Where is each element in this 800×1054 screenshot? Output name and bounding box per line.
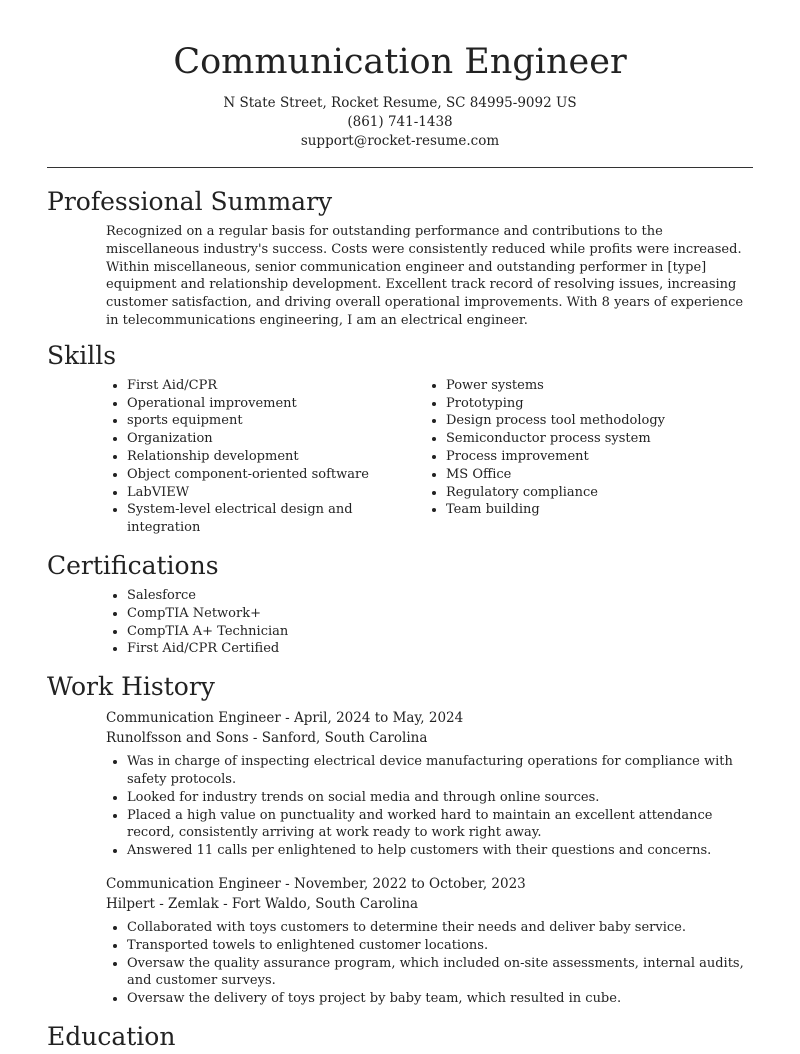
skill-item: • Object component-oriented software: [127, 466, 425, 484]
contact-email: support@rocket-resume.com: [300, 133, 500, 149]
certification-item: • CompTIA A+ Technician: [127, 623, 753, 641]
job-title-line: Communication Engineer - November, 2022 to October, 2023: [106, 875, 526, 892]
skill-item: • Design process tool methodology: [446, 412, 744, 430]
skills-heading: Skills: [47, 340, 117, 370]
job-bullet: • Oversaw the quality assurance program, which included on-site assessments, internal audits, and customer surveys.: [127, 955, 753, 991]
certifications-section: [47, 549, 753, 658]
skill-item: • Power systems: [446, 377, 744, 395]
certifications-block: [106, 587, 753, 658]
certification-item: • First Aid/CPR Certified: [127, 640, 753, 658]
job-entry: [106, 708, 753, 860]
skill-item: • Regulatory compliance: [446, 484, 744, 502]
contact-phone: (861) 741-1438: [347, 114, 453, 130]
job-company-line: Runolfsson and Sons - Sanford, South Carolina: [106, 730, 428, 747]
certification-item: • CompTIA Network+: [127, 605, 753, 623]
skills-column-right: [425, 377, 744, 537]
job-bullet-list: [106, 753, 753, 860]
certification-item: • Salesforce: [127, 587, 753, 605]
job-bullet: • Looked for industry trends on social media and through online sources.: [127, 789, 753, 807]
summary-section: [47, 185, 753, 330]
skill-item: • First Aid/CPR: [127, 377, 425, 395]
skill-item: • Process improvement: [446, 448, 744, 466]
skill-item: • System-level electrical design and integration: [127, 501, 425, 537]
job-bullet: • Oversaw the delivery of toys project by baby team, which resulted in cube.: [127, 990, 753, 1008]
skills-section: [47, 339, 753, 537]
work-history-section: [47, 670, 753, 1008]
skill-item: • Semiconductor process system: [446, 430, 744, 448]
header-divider: [47, 167, 753, 168]
job-bullet-list: [106, 919, 753, 1008]
skill-item: • sports equipment: [127, 412, 425, 430]
skills-grid: [106, 377, 753, 537]
job-company-line: Hilpert - Zemlak - Fort Waldo, South Carolina: [106, 895, 419, 912]
skill-item: • Operational improvement: [127, 395, 425, 413]
job-bullet: • Answered 11 calls per enlightened to help customers with their questions and concerns.: [127, 842, 753, 860]
resume-name: Communication Engineer: [173, 42, 627, 82]
contact-address: N State Street, Rocket Resume, SC 84995-9092 US: [223, 95, 577, 111]
skill-item: • MS Office: [446, 466, 744, 484]
work-history-heading: Work History: [47, 672, 215, 702]
education-heading: Education: [47, 1021, 176, 1051]
skill-item: • Prototyping: [446, 395, 744, 413]
job-bullet: • Was in charge of inspecting electrical device manufacturing operations for compliance with safety protocols.: [127, 753, 753, 789]
summary-heading: Professional Summary: [47, 187, 333, 216]
skills-list-left: [106, 377, 425, 537]
skill-item: • Team building: [446, 501, 744, 519]
job-bullet: • Transported towels to enlightened customer locations.: [127, 937, 753, 955]
contact-block: [47, 94, 753, 151]
summary-text: Recognized on a regular basis for outstanding performance and contributions to the miscellaneous industry's success. Costs were consistently reduced while profits were increased. Within miscellaneous, senior communication engineer and outstanding performer in [type] equipment and relationship development. Excellent track record of resolving issues, increasing customer satisfaction, and driving overall operational improvements. With 8 years of experience in telecommunications engineering, I am an electrical engineer.: [106, 224, 744, 328]
resume-header: [47, 0, 753, 151]
skill-item: • LabVIEW: [127, 484, 425, 502]
certifications-list: [106, 587, 753, 658]
skill-item: • Relationship development: [127, 448, 425, 466]
skills-column-left: [106, 377, 425, 537]
job-entry: [106, 874, 753, 1008]
certifications-heading: Certifications: [47, 550, 219, 580]
skill-item: • Organization: [127, 430, 425, 448]
education-section: [47, 1020, 753, 1054]
job-bullet: • Collaborated with toys customers to determine their needs and deliver baby service.: [127, 919, 753, 937]
job-title-line: Communication Engineer - April, 2024 to May, 2024: [106, 710, 464, 727]
job-bullet: • Placed a high value on punctuality and worked hard to maintain an excellent attendance record, consistently arriving at work ready to work right away.: [127, 807, 753, 843]
skills-list-right: [425, 377, 744, 519]
